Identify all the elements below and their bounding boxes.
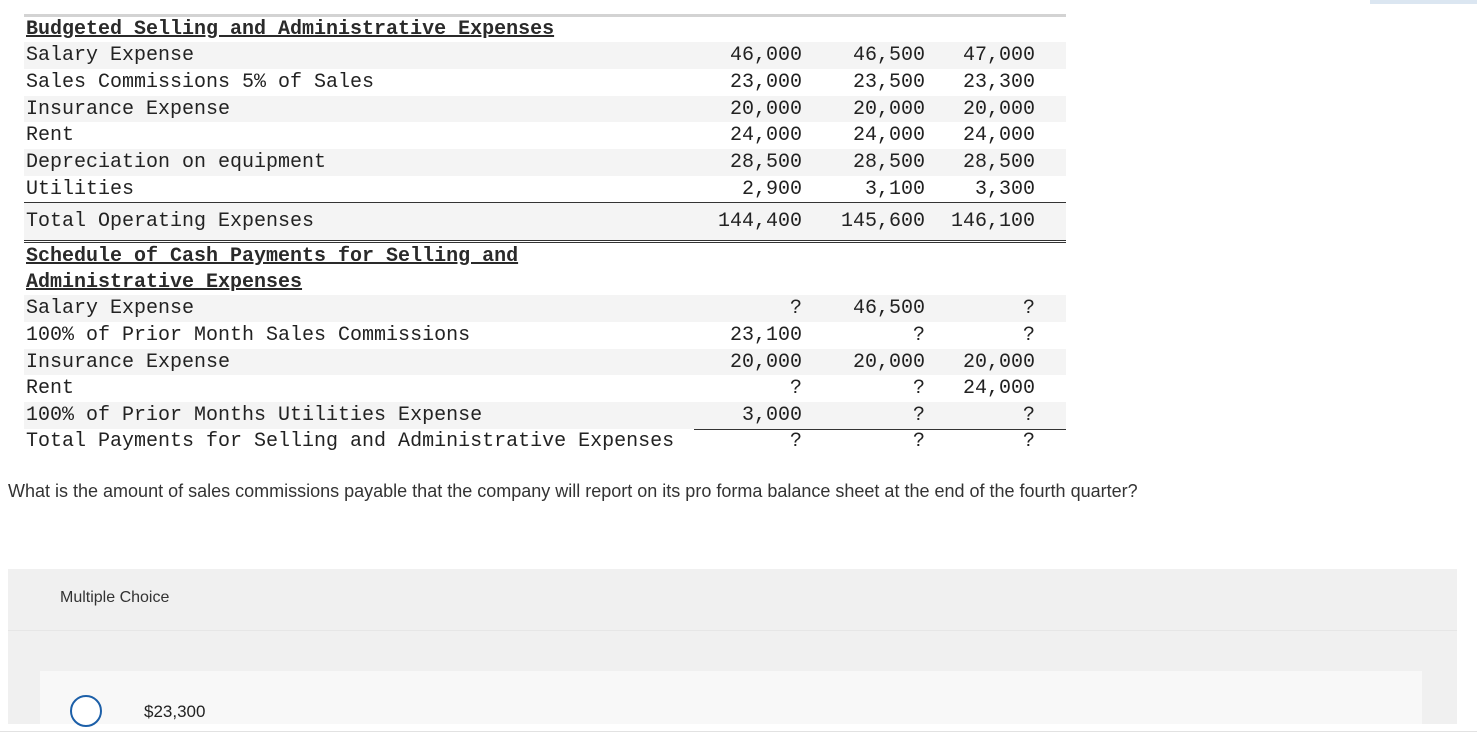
row-value: 3,300 — [974, 177, 1035, 201]
top-right-tab — [1370, 0, 1477, 4]
table-row — [24, 322, 1066, 349]
row-value: ? — [912, 404, 925, 427]
row-value: 3,000 — [741, 404, 802, 427]
row-value: 23,000 — [729, 71, 802, 94]
row-label: Salary Expense — [26, 297, 195, 320]
row-value: ? — [1022, 324, 1035, 347]
row-value: 2,900 — [741, 177, 802, 201]
payments-heading-line: Administrative Expenses — [26, 271, 303, 294]
row-label: Rent — [26, 124, 75, 147]
row-value: 28,500 — [852, 151, 925, 174]
table-row — [24, 69, 1066, 96]
row-label: Insurance Expense — [26, 97, 231, 121]
row-value: ? — [789, 297, 802, 320]
total-value: ? — [1022, 429, 1035, 453]
row-value: 20,000 — [729, 97, 802, 121]
row-value: 20,000 — [852, 350, 925, 374]
row-value: 28,500 — [962, 151, 1035, 174]
question-text: What is the amount of sales commissions payable that the company will report on its pro forma balance sheet at the end of the fourth quarter? — [8, 481, 1138, 501]
choice-label[interactable]: $23,300 — [144, 702, 206, 721]
total-rule — [694, 429, 1066, 430]
table-row — [24, 402, 1066, 429]
row-value: ? — [912, 377, 925, 400]
table-row — [24, 349, 1066, 375]
row-value: 24,000 — [962, 377, 1035, 400]
row-value: 20,000 — [962, 350, 1035, 374]
row-value: ? — [1022, 404, 1035, 427]
row-value: 23,500 — [852, 71, 925, 94]
multiple-choice-panel — [8, 569, 1457, 724]
total-row — [24, 202, 1066, 240]
choice-option[interactable] — [40, 671, 1422, 724]
total-value: 144,400 — [717, 210, 802, 233]
table-row — [24, 149, 1066, 176]
row-value: 23,100 — [729, 324, 802, 347]
total-label: Total Payments for Selling and Administrative Expenses — [26, 429, 675, 453]
row-value: 24,000 — [852, 124, 925, 147]
expense-exhibit-table — [24, 14, 1066, 453]
table-row — [24, 295, 1066, 322]
row-value: 24,000 — [729, 124, 802, 147]
budget-heading: Budgeted Selling and Administrative Expenses — [26, 18, 555, 41]
row-label: Depreciation on equipment — [26, 151, 327, 174]
payments-heading-line: Schedule of Cash Payments for Selling and — [26, 245, 519, 268]
row-label: Sales Commissions 5% of Sales — [26, 71, 375, 94]
row-value: 47,000 — [962, 44, 1035, 67]
radio-button[interactable] — [70, 695, 102, 727]
table-row — [24, 375, 1066, 402]
row-value: 20,000 — [729, 350, 802, 374]
total-value: ? — [789, 429, 802, 453]
row-value: 24,000 — [962, 124, 1035, 147]
row-label: 100% of Prior Months Utilities Expense — [26, 404, 483, 427]
row-label: Rent — [26, 377, 75, 400]
table-row — [24, 42, 1066, 69]
row-value: 46,000 — [729, 44, 802, 67]
total-value: ? — [912, 429, 925, 453]
row-value: ? — [789, 377, 802, 400]
row-value: 20,000 — [852, 97, 925, 121]
total-label: Total Operating Expenses — [24, 210, 694, 233]
total-value: 145,600 — [840, 210, 925, 233]
row-label: 100% of Prior Month Sales Commissions — [26, 324, 471, 347]
payments-total-row — [24, 429, 1066, 453]
row-value: ? — [1022, 297, 1035, 320]
table-row — [24, 122, 1066, 149]
row-value: 46,500 — [852, 297, 925, 320]
payments-heading-row — [24, 240, 1066, 295]
row-value: 46,500 — [852, 44, 925, 67]
payments-heading — [24, 243, 694, 296]
budget-heading-row — [24, 17, 1066, 42]
row-label: Utilities — [26, 177, 135, 201]
multiple-choice-header: Multiple Choice — [60, 589, 170, 606]
row-value: 23,300 — [962, 71, 1035, 94]
table-row — [24, 96, 1066, 122]
row-label: Insurance Expense — [26, 350, 231, 374]
row-value: 3,100 — [864, 177, 925, 201]
row-value: 20,000 — [962, 97, 1035, 121]
row-label: Salary Expense — [26, 44, 195, 67]
divider — [8, 630, 1457, 631]
total-value: 146,100 — [950, 210, 1035, 233]
table-row — [24, 176, 1066, 202]
divider — [0, 731, 1477, 732]
row-value: ? — [912, 324, 925, 347]
row-value: 28,500 — [729, 151, 802, 174]
